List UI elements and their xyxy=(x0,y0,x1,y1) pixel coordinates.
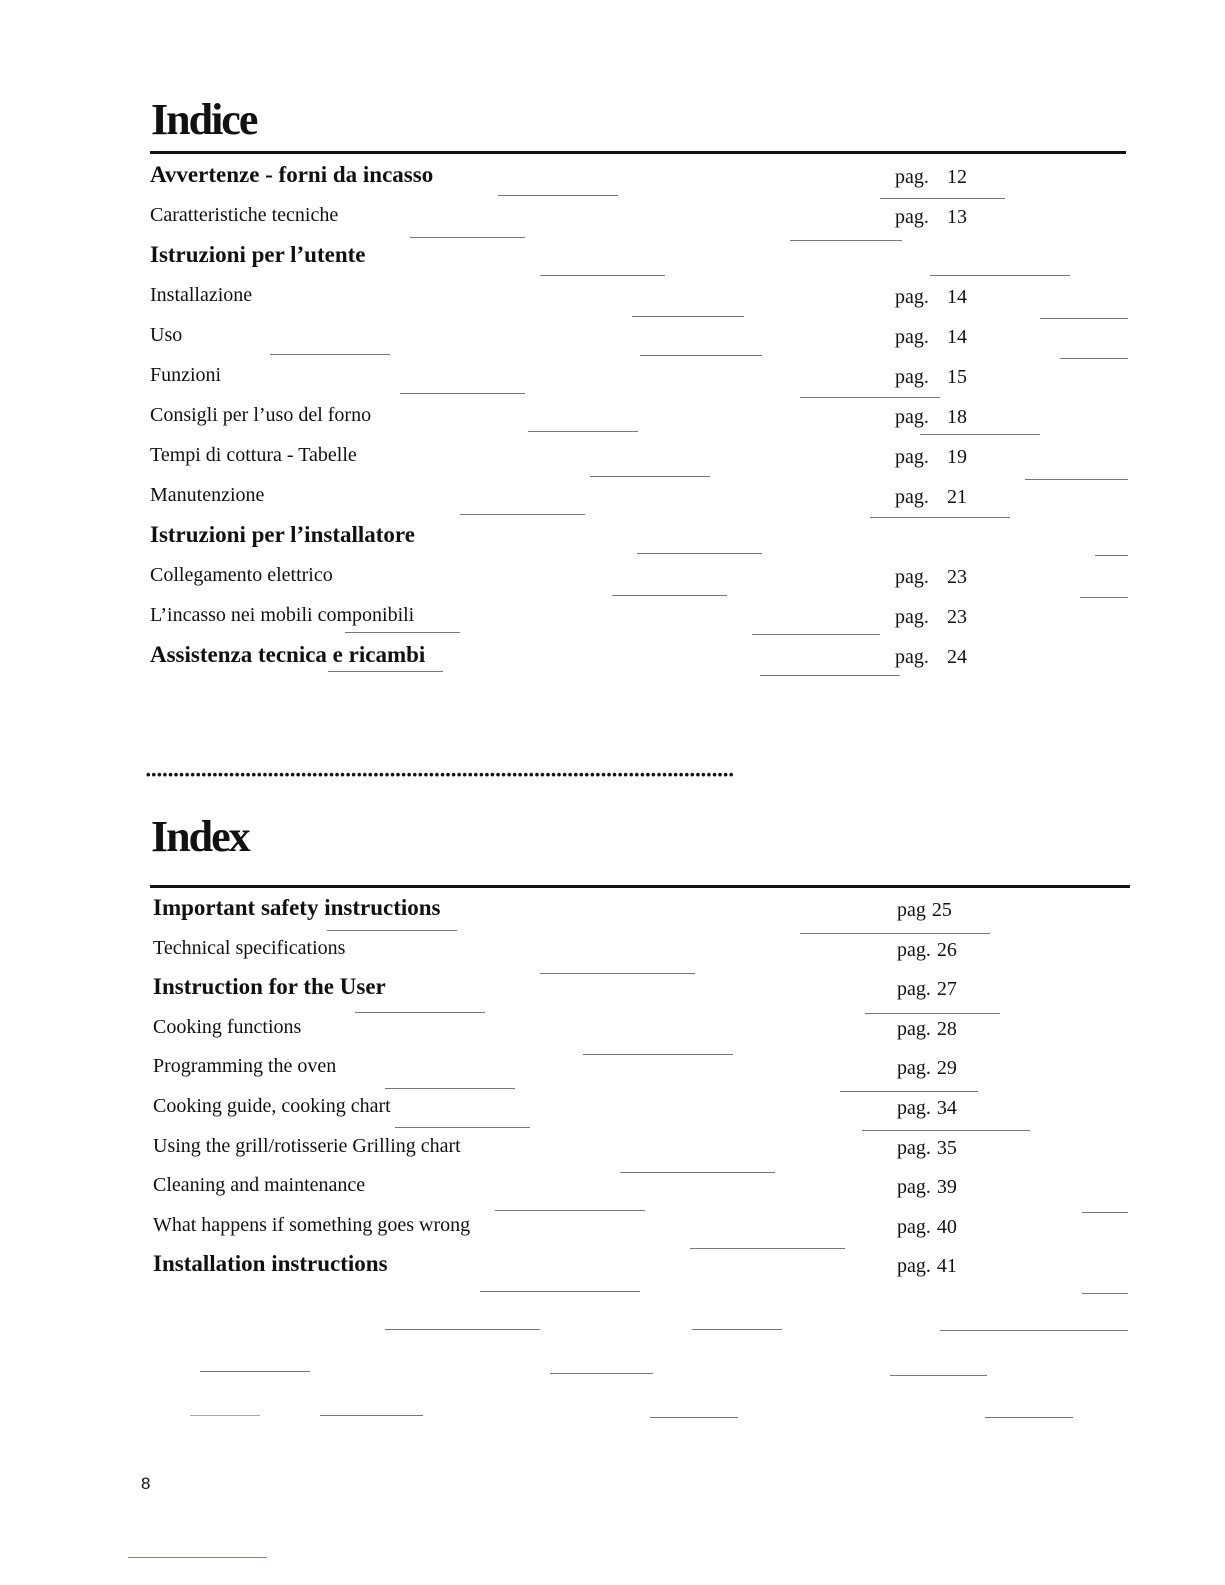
toc-entry-page: pag. 39 xyxy=(897,1176,957,1199)
toc-entry[interactable] xyxy=(0,440,1225,480)
toc-entry[interactable] xyxy=(0,933,1225,973)
toc-entry-page: pag. 41 xyxy=(897,1255,957,1278)
toc-entry-label: Assistenza tecnica e ricambi xyxy=(150,642,426,667)
scan-stroke xyxy=(760,675,900,676)
english-title-rule xyxy=(150,885,1130,888)
toc-entry-page: pag. 29 xyxy=(897,1057,957,1080)
toc-entry[interactable] xyxy=(0,1012,1225,1052)
toc-entry-page: pag. 24 xyxy=(895,646,967,668)
toc-entry-page: pag. 14 xyxy=(895,326,967,348)
scan-stroke xyxy=(1095,555,1128,556)
scan-stroke xyxy=(862,1130,1030,1131)
scan-stroke xyxy=(692,1329,782,1330)
toc-entry-page: pag. 26 xyxy=(897,938,957,961)
toc-entry-page: pag. 13 xyxy=(895,206,967,228)
scan-stroke xyxy=(480,1291,640,1292)
toc-entry[interactable] xyxy=(0,320,1225,360)
scan-stroke xyxy=(632,316,744,317)
toc-entry-page: pag. 40 xyxy=(897,1215,957,1238)
scan-stroke xyxy=(345,632,460,633)
scan-stroke xyxy=(400,393,525,394)
toc-entry-label: Manutenzione xyxy=(150,484,265,506)
scan-stroke xyxy=(650,1417,738,1418)
scan-stroke xyxy=(1082,1212,1128,1213)
toc-entry-page: pag. 15 xyxy=(895,366,967,388)
scan-stroke xyxy=(328,671,443,672)
toc-entry-label: Instruction for the User xyxy=(153,974,386,1000)
toc-entry-label: Uso xyxy=(150,324,183,346)
toc-entry-label: L’incasso nei mobili componibili xyxy=(150,604,415,626)
scan-stroke xyxy=(640,355,762,356)
footer-link-underline[interactable] xyxy=(128,1557,267,1558)
toc-entry-label: Cooking guide, cooking chart xyxy=(153,1094,391,1117)
toc-entry-page: pag. 23 xyxy=(895,566,967,588)
toc-section-heading[interactable] xyxy=(0,520,1225,560)
toc-section-heading[interactable] xyxy=(0,1249,1225,1289)
toc-entry-page: pag. 21 xyxy=(895,486,967,508)
toc-entry-page xyxy=(895,244,947,270)
toc-entry[interactable] xyxy=(0,280,1225,320)
toc-entry-page: pag. 35 xyxy=(897,1136,957,1159)
scan-stroke xyxy=(528,431,638,432)
scan-stroke xyxy=(1040,318,1128,319)
toc-entry-label: Caratteristiche tecniche xyxy=(150,204,339,226)
italian-toc-list xyxy=(0,160,1225,680)
toc-entry[interactable] xyxy=(0,893,1225,933)
scan-stroke xyxy=(940,1330,1128,1331)
scan-stroke xyxy=(637,553,762,554)
scan-stroke xyxy=(385,1088,515,1089)
toc-entry-page: pag. 23 xyxy=(895,606,967,628)
toc-entry[interactable] xyxy=(0,400,1225,440)
scan-stroke xyxy=(985,1417,1073,1418)
toc-entry-label: Cooking functions xyxy=(153,1015,302,1038)
scan-stroke xyxy=(690,1248,845,1249)
toc-entry[interactable] xyxy=(0,360,1225,400)
english-toc-list xyxy=(0,893,1225,1289)
toc-entry-page: pag 25 xyxy=(897,899,952,921)
toc-entry[interactable] xyxy=(0,1091,1225,1131)
toc-entry[interactable] xyxy=(0,480,1225,520)
scan-stroke xyxy=(800,933,990,934)
scan-stroke xyxy=(200,1371,310,1372)
toc-entry-page: pag. 19 xyxy=(895,446,967,468)
scan-stroke xyxy=(1082,1293,1128,1294)
scan-stroke xyxy=(1025,479,1128,480)
italian-title-rule xyxy=(150,151,1126,154)
scan-stroke xyxy=(890,1375,987,1376)
scan-stroke xyxy=(460,514,585,515)
toc-entry-label: Consigli per l’uso del forno xyxy=(150,404,372,426)
toc-entry[interactable] xyxy=(0,1131,1225,1171)
toc-section-heading[interactable] xyxy=(0,240,1225,280)
scan-stroke xyxy=(540,275,665,276)
toc-entry-label: What happens if something goes wrong xyxy=(153,1213,471,1236)
toc-entry-page: pag. 28 xyxy=(897,1017,957,1040)
scan-stroke xyxy=(590,476,710,477)
scan-stroke xyxy=(620,1172,775,1173)
toc-entry[interactable] xyxy=(0,1051,1225,1091)
page-number: 8 xyxy=(141,1474,151,1493)
toc-entry[interactable] xyxy=(0,600,1225,640)
scan-stroke xyxy=(752,634,880,635)
scan-stroke xyxy=(410,237,525,238)
scan-stroke xyxy=(865,1013,1000,1014)
toc-entry-label: Installazione xyxy=(150,284,253,306)
scan-stroke xyxy=(612,595,727,596)
scan-stroke xyxy=(870,517,1010,518)
toc-entry-page: pag. 18 xyxy=(895,406,967,428)
scan-stroke xyxy=(840,1091,978,1092)
scan-stroke xyxy=(495,1210,645,1211)
toc-entry-page: pag. 34 xyxy=(897,1096,957,1119)
scan-stroke xyxy=(920,434,1040,435)
scan-stroke xyxy=(270,354,390,355)
scan-stroke xyxy=(385,1329,540,1330)
toc-entry-label: Using the grill/rotisserie Grilling chart xyxy=(153,1134,461,1157)
toc-entry-page: pag. 27 xyxy=(897,978,957,1001)
scan-stroke xyxy=(930,275,1070,276)
toc-entry[interactable] xyxy=(0,640,1225,680)
toc-entry-label: Collegamento elettrico xyxy=(150,564,333,586)
toc-entry-label: Avvertenze - forni da incasso xyxy=(150,162,434,187)
scan-stroke xyxy=(355,1012,485,1013)
scan-stroke xyxy=(1080,597,1128,598)
toc-entry[interactable] xyxy=(0,160,1225,200)
toc-entry-page: pag. 12 xyxy=(895,166,967,188)
scan-stroke xyxy=(327,930,457,931)
scan-stroke xyxy=(790,240,902,241)
toc-section-heading[interactable] xyxy=(0,972,1225,1012)
scan-stroke xyxy=(395,1127,530,1128)
scan-stroke xyxy=(190,1415,260,1416)
scan-stroke xyxy=(540,973,695,974)
toc-entry[interactable] xyxy=(0,1210,1225,1250)
toc-entry-label: Technical specifications xyxy=(153,936,346,959)
toc-entry-label: Funzioni xyxy=(150,364,222,386)
italian-index-title: Indice xyxy=(151,95,257,144)
english-index-title: Index xyxy=(151,812,249,861)
toc-entry-label: Installation instructions xyxy=(153,1251,388,1277)
toc-entry-page xyxy=(895,524,947,550)
dotted-separator: •••••••••••••••••••••••••••••••••••••••••••••••••••••••••••••••••••••••••••••••••••••••••••••••••••••••••• xyxy=(146,768,735,782)
toc-entry[interactable] xyxy=(0,560,1225,600)
scan-stroke xyxy=(583,1054,733,1055)
toc-entry-label: Programming the oven xyxy=(153,1055,337,1078)
toc-entry-label: Tempi di cottura - Tabelle xyxy=(150,444,357,466)
toc-entry-label: Cleaning and maintenance xyxy=(153,1174,366,1197)
scan-stroke xyxy=(880,198,1005,199)
scan-stroke xyxy=(1060,358,1128,359)
toc-entry-label: Important safety instructions xyxy=(153,895,441,920)
toc-entry-label: Istruzioni per l’installatore xyxy=(150,522,415,547)
toc-entry[interactable] xyxy=(0,200,1225,240)
scan-stroke xyxy=(320,1415,423,1416)
toc-entry[interactable] xyxy=(0,1170,1225,1210)
scan-stroke xyxy=(498,195,618,196)
toc-entry-label: Istruzioni per l’utente xyxy=(150,242,366,267)
scan-stroke xyxy=(800,397,940,398)
scan-stroke xyxy=(550,1373,653,1374)
toc-entry-page: pag. 14 xyxy=(895,286,967,308)
